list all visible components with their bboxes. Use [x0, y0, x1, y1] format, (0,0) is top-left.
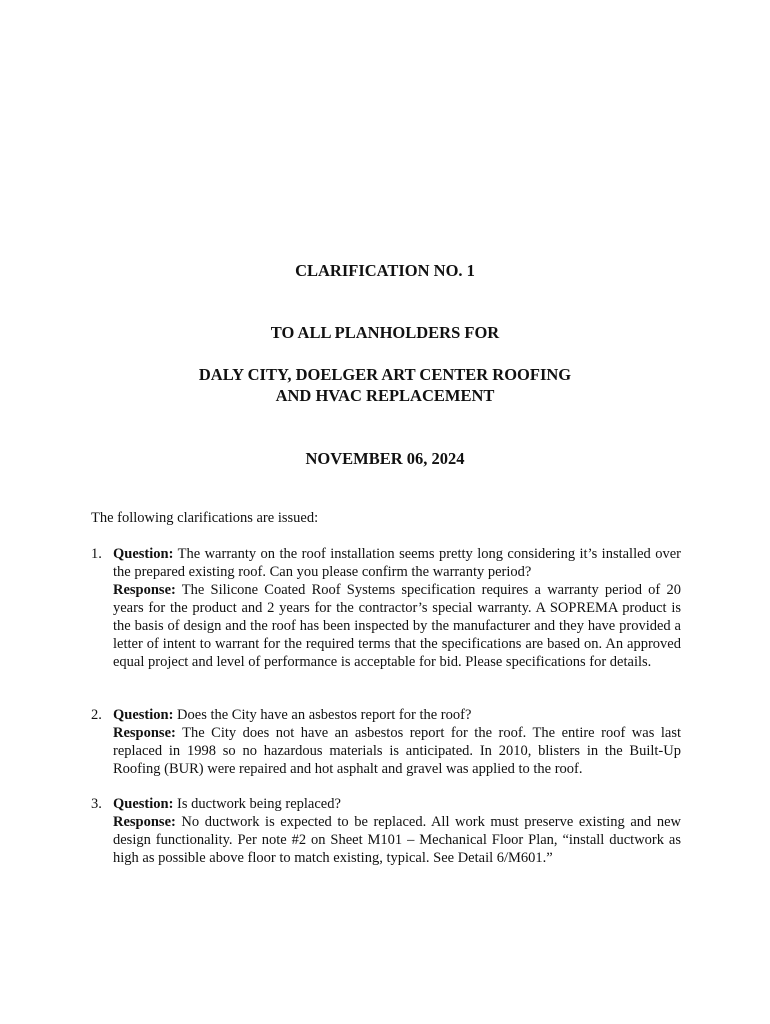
response-text: The Silicone Coated Roof Systems specification requires a warranty period of 20 years for the product and 2 years for the contractor’s special warranty. A SOPREMA product is the basis of design and the roof has been inspected by the manufacturer and they have provided a letter of intent to warrant for the required terms that the specifications are based on. An approved equal project and level of performance is acceptable for bid. Please specifications for details. — [113, 582, 681, 670]
response-text: The City does not have an asbestos report for the roof. The entire roof was last replaced in 1998 so no hazardous materials is anticipated. In 2010, blisters in the Built-Up Roofing (BUR) were repaired and hot asphalt and gravel was applied to the roof. — [113, 725, 682, 777]
document-date: NOVEMBER 06, 2024 — [305, 449, 465, 468]
project-name-line-1: DALY CITY, DOELGER ART CENTER ROOFING — [198, 365, 572, 384]
item-body — [113, 545, 681, 671]
question-label: Question: — [113, 796, 174, 812]
question-label: Question: — [113, 546, 174, 562]
item-body — [113, 706, 681, 778]
response-label: Response: — [113, 725, 176, 741]
response-line — [113, 581, 681, 671]
clarification-item-2 — [91, 706, 681, 778]
question-line — [113, 706, 681, 724]
question-label: Question: — [113, 707, 174, 723]
item-number: 3. — [91, 796, 102, 812]
clarification-item-1 — [91, 545, 681, 671]
question-text: The warranty on the roof installation seems pretty long considering it’s installed over the prepared existing roof. Can you please confirm the warranty period? — [113, 546, 682, 580]
response-line — [113, 724, 681, 778]
question-line — [113, 795, 681, 813]
question-text: Is ductwork being replaced? — [177, 796, 341, 812]
response-label: Response: — [113, 582, 176, 598]
response-text: No ductwork is expected to be replaced. All work must preserve existing and new design functionality. Per note #2 on Sheet M101 – Mechanical Floor Plan, “install ductwork as high as possible above floor to match existing, typical. See Detail 6/M601.” — [113, 814, 682, 866]
intro-text: The following clarifications are issued: — [91, 510, 319, 526]
response-line — [113, 813, 681, 867]
question-text: Does the City have an asbestos report for the roof? — [177, 707, 472, 723]
document-title: CLARIFICATION NO. 1 — [295, 261, 475, 280]
item-number: 2. — [91, 707, 102, 723]
item-number: 1. — [91, 546, 102, 562]
response-label: Response: — [113, 814, 176, 830]
clarification-item-3 — [91, 795, 681, 867]
project-name-line-2: AND HVAC REPLACEMENT — [275, 386, 495, 405]
item-body — [113, 795, 681, 867]
question-line — [113, 545, 681, 581]
addressee-line: TO ALL PLANHOLDERS FOR — [270, 323, 500, 342]
